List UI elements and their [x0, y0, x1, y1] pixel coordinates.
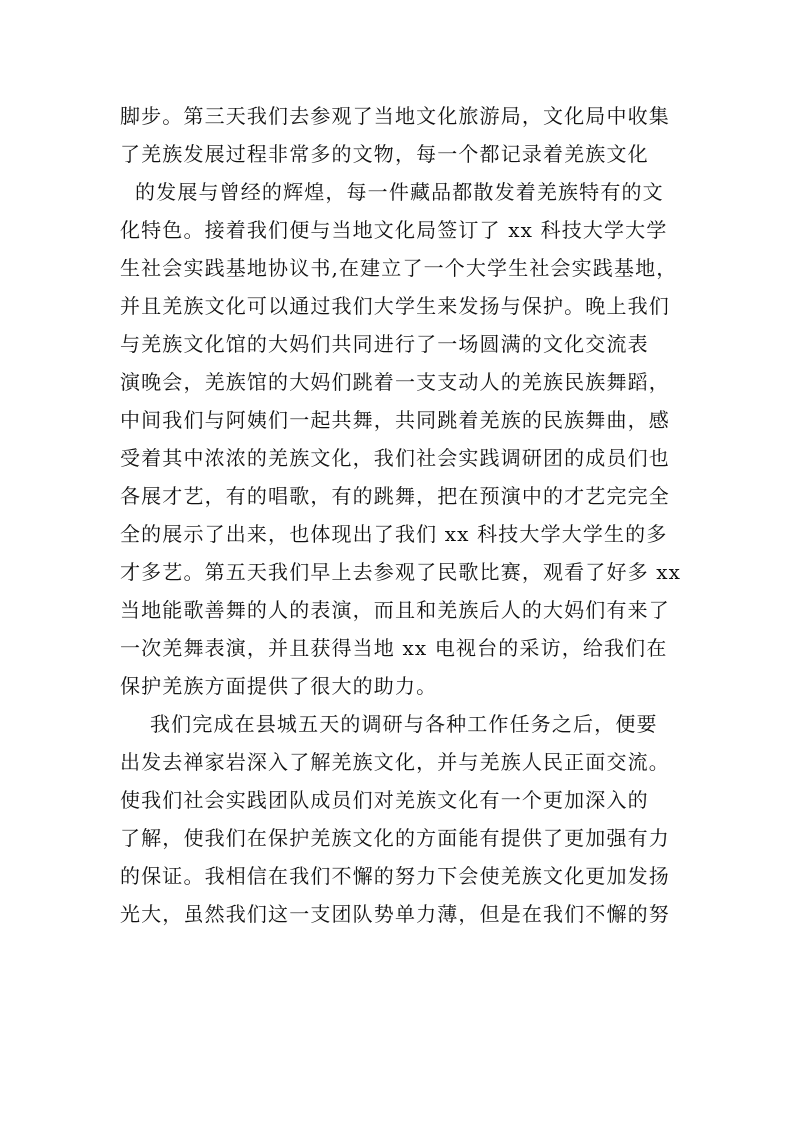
text-line: 受着其中浓浓的羌族文化，我们社会实践调研团的成员们也	[120, 446, 670, 470]
text-line: 生社会实践基地协议书,在建立了一个大学生社会实践基地，	[120, 256, 678, 280]
text-line: 全的展示了出来，也体现出了我们 xx 科技大学大学生的多	[120, 522, 668, 546]
text-line: 化特色。接着我们便与当地文化局签订了 xx 科技大学大学	[120, 218, 668, 242]
text-line: 中间我们与阿姨们一起共舞，共同跳着羌族的民族舞曲，感	[120, 408, 670, 432]
text-line: 当地能歌善舞的人的表演，而且和羌族后人的大妈们有来了	[120, 598, 670, 622]
text-line: 各展才艺，有的唱歌，有的跳舞，把在预演中的才艺完完全	[120, 484, 670, 508]
text-line: 与羌族文化馆的大妈们共同进行了一场圆满的文化交流表	[120, 332, 649, 356]
text-line: 出发去禅家岩深入了解羌族文化，并与羌族人民正面交流。	[120, 750, 670, 774]
text-line: 才多艺。第五天我们早上去参观了民歌比赛，观看了好多 xx	[120, 560, 682, 584]
text-line: 使我们社会实践团队成员们对羌族文化有一个更加深入的	[120, 788, 649, 812]
text-line: 光大，虽然我们这一支团队势单力薄，但是在我们不懈的努	[120, 902, 670, 926]
text-line: 我们完成在县城五天的调研与各种工作任务之后，便要	[120, 712, 658, 736]
text-line: 演晚会，羌族馆的大妈们跳着一支支动人的羌族民族舞蹈，	[120, 370, 670, 394]
text-line: 了解，使我们在保护羌族文化的方面能有提供了更加强有力	[120, 826, 670, 850]
text-line: 保护羌族方面提供了很大的助力。	[120, 674, 438, 698]
text-line: 一次羌舞表演，并且获得当地 xx 电视台的采访，给我们在	[120, 636, 668, 660]
text-line: 了羌族发展过程非常多的文物，每一个都记录着羌族文化	[120, 142, 649, 166]
text-line: 的发展与曾经的辉煌，每一件藏品都散发着羌族特有的文	[120, 180, 664, 204]
text-line: 脚步。第三天我们去参观了当地文化旅游局，文化局中收集	[120, 104, 670, 128]
text-line: 并且羌族文化可以通过我们大学生来发扬与保护。晚上我们	[120, 294, 670, 318]
text-line: 的保证。我相信在我们不懈的努力下会使羌族文化更加发扬	[120, 864, 670, 888]
